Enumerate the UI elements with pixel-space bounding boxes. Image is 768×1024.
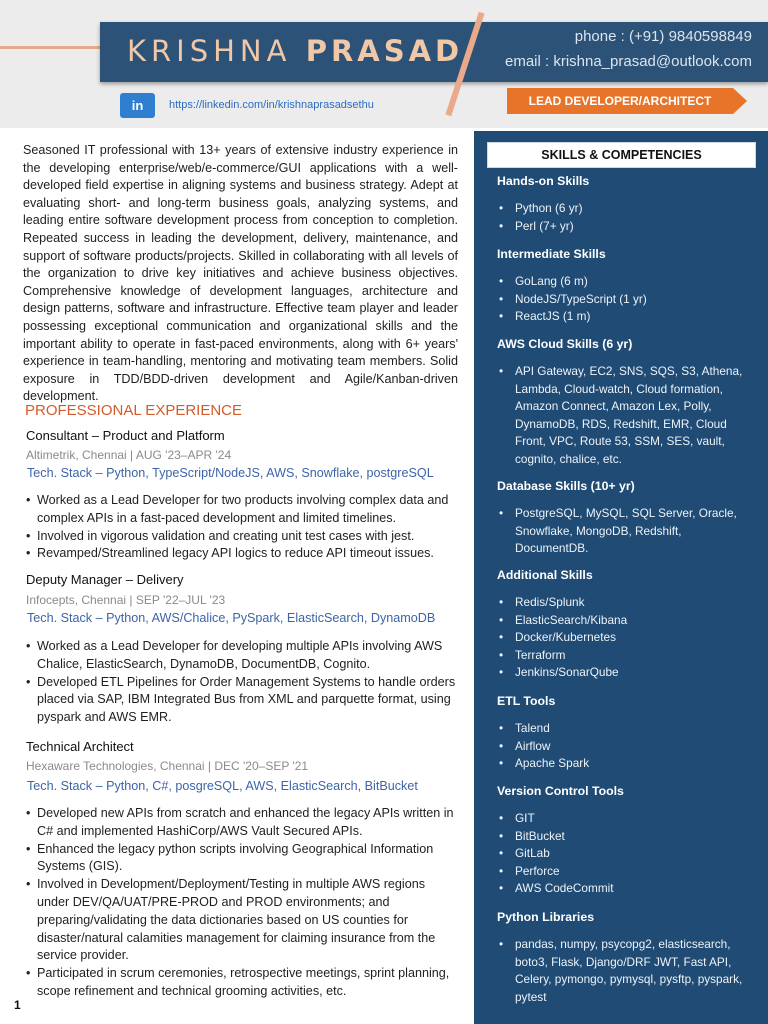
skill-list [498, 810, 743, 898]
section-title-skills: SKILLS & COMPETENCIES [487, 142, 756, 168]
skill-item: • Terraform [498, 647, 743, 665]
job-title: Deputy Manager – Delivery [26, 572, 184, 587]
first-name: KRISHNA [127, 34, 292, 68]
job-tech-stack: Tech. Stack – Python, TypeScript/NodeJS, AWS, Snowflake, postgreSQL [27, 466, 434, 480]
job-title: Technical Architect [26, 739, 134, 754]
skill-item: • Redis/Splunk [498, 594, 743, 612]
skill-list [498, 273, 743, 326]
skill-item: • Jenkins/SonarQube [498, 664, 743, 682]
linkedin-icon[interactable]: in [120, 93, 155, 118]
skill-item: • GoLang (6 m) [498, 273, 743, 291]
job-bullets [26, 805, 456, 1001]
skill-list [498, 936, 743, 1006]
job-bullet: • Developed new APIs from scratch and enhanced the legacy APIs written in C# and implemented HashiCorp/AWS Vault Secured APIs. [26, 805, 456, 841]
job-tech-stack: Tech. Stack – Python, AWS/Chalice, PySpark, ElasticSearch, DynamoDB [27, 611, 436, 625]
job-company: Altimetrik, Chennai | AUG '23–APR '24 [26, 448, 232, 462]
skill-item: • BitBucket [498, 828, 743, 846]
skill-item: • AWS CodeCommit [498, 880, 743, 898]
skill-item: • Talend [498, 720, 743, 738]
email[interactable]: email : krishna_prasad@outlook.com [504, 53, 752, 70]
linkedin-link[interactable]: https://linkedin.com/in/krishnaprasadsethu [169, 99, 374, 111]
skill-item: • ReactJS (1 m) [498, 308, 743, 326]
skill-list [498, 200, 743, 235]
phone: phone : (+91) 9840598849 [574, 28, 752, 45]
skill-category: ETL Tools [497, 694, 556, 708]
last-name: PRASAD [305, 34, 464, 68]
skill-list [498, 720, 743, 773]
candidate-name [127, 34, 463, 68]
skill-item: • Docker/Kubernetes [498, 629, 743, 647]
job-bullet: • Developed ETL Pipelines for Order Management Systems to handle orders placed via SAP, IBM Integrated Bus from XML and parquette format, using pyspark and AWS EMR. [26, 674, 456, 727]
skill-item: • pandas, numpy, psycopg2, elasticsearch, boto3, Flask, Django/DRF JWT, Fast API, Celery, pymongo, pymysql, pysftp, pyspark, pytest [498, 936, 743, 1006]
professional-summary: Seasoned IT professional with 13+ years of extensive industry experience in the developing enterprise/web/e-commerce/GUI applications with a well-developed field expertise in aligning systems and business strategy. Adept at evaluating short- and long-term business goals, analyzing systems, and leading entire software development process from conception to completion. Repeated success in leading the development, delivery, maintenance, and support of software products/projects. Skilled in collaborating with all levels of the organization to drive key initiatives and achieve business objectives. Comprehensive knowledge of development languages, architecture and design patterns, software and infrastructure. Effective team player and leader possessing exceptional communication and organizational skills and the important ability to operate in fast-paced environments, along with 6+ years' experience in team-handling, mentoring and motivating team members. Solid exposure in TDD/BDD-driven development and Agile/Kanban-driven development. [23, 143, 458, 404]
skill-item: • Airflow [498, 738, 743, 756]
skill-category: Version Control Tools [497, 784, 624, 798]
skill-item: • NodeJS/TypeScript (1 yr) [498, 291, 743, 309]
skill-item: • Python (6 yr) [498, 200, 743, 218]
skill-category: AWS Cloud Skills (6 yr) [497, 337, 633, 351]
skill-category: Python Libraries [497, 910, 595, 924]
skill-category: Database Skills (10+ yr) [497, 479, 635, 493]
skill-list [498, 363, 743, 469]
skill-item: • ElasticSearch/Kibana [498, 612, 743, 630]
skill-item: • GIT [498, 810, 743, 828]
job-company: Hexaware Technologies, Chennai | DEC '20–SEP '21 [26, 759, 309, 773]
skill-list [498, 505, 743, 558]
job-tech-stack: Tech. Stack – Python, C#, posgreSQL, AWS, ElasticSearch, BitBucket [27, 779, 418, 793]
role-banner: LEAD DEVELOPER/ARCHITECT [507, 88, 733, 114]
job-bullet: • Revamped/Streamlined legacy API logics to reduce API timeout issues. [26, 545, 456, 563]
skill-item: • Perl (7+ yr) [498, 218, 743, 236]
job-bullet: • Worked as a Lead Developer for developing multiple APIs involving AWS Chalice, ElasticSearch, DynamoDB, DocumentDB, Cognito. [26, 638, 456, 674]
job-title: Consultant – Product and Platform [26, 428, 225, 443]
skill-item: • GitLab [498, 845, 743, 863]
skill-item: • Perforce [498, 863, 743, 881]
job-bullet: • Participated in scrum ceremonies, retrospective meetings, sprint planning, scope refinement and technical grooming activities, etc. [26, 965, 456, 1001]
skill-item: • Apache Spark [498, 755, 743, 773]
job-company: Infocepts, Chennai | SEP '22–JUL '23 [26, 593, 226, 607]
page-number: 1 [14, 998, 21, 1012]
skill-category: Intermediate Skills [497, 247, 606, 261]
job-bullets [26, 638, 456, 727]
skill-list [498, 594, 743, 682]
job-bullet: • Involved in Development/Deployment/Testing in multiple AWS regions under DEV/QA/UAT/PRE-PROD and PROD environments; and preparing/validating the data dictionaries based on US counties for disaster/natural calamities management for claiming insurance from the service provider. [26, 876, 456, 965]
job-bullets [26, 492, 456, 563]
skill-category: Additional Skills [497, 568, 593, 582]
section-title-experience: PROFESSIONAL EXPERIENCE [25, 402, 243, 419]
skill-item: • API Gateway, EC2, SNS, SQS, S3, Athena, Lambda, Cloud-watch, Cloud formation, Amazon Connect, Amazon Lex, Polly, DynamoDB, RDS, Redshift, EMR, Cloud Front, VPC, Route 53, SSM, SES, vault, cognito, chalice, etc. [498, 363, 743, 469]
job-bullet: • Enhanced the legacy python scripts involving Geographical Information Systems (GIS). [26, 841, 456, 877]
header-accent-line [0, 46, 105, 49]
skill-item: • PostgreSQL, MySQL, SQL Server, Oracle, Snowflake, MongoDB, Redshift, DocumentDB. [498, 505, 743, 558]
skill-category: Hands-on Skills [497, 174, 590, 188]
job-bullet: • Involved in vigorous validation and creating unit test cases with jest. [26, 528, 456, 546]
job-bullet: • Worked as a Lead Developer for two products involving complex data and complex APIs in a fast-paced development and limited timelines. [26, 492, 456, 528]
role-banner-arrow [733, 88, 747, 114]
